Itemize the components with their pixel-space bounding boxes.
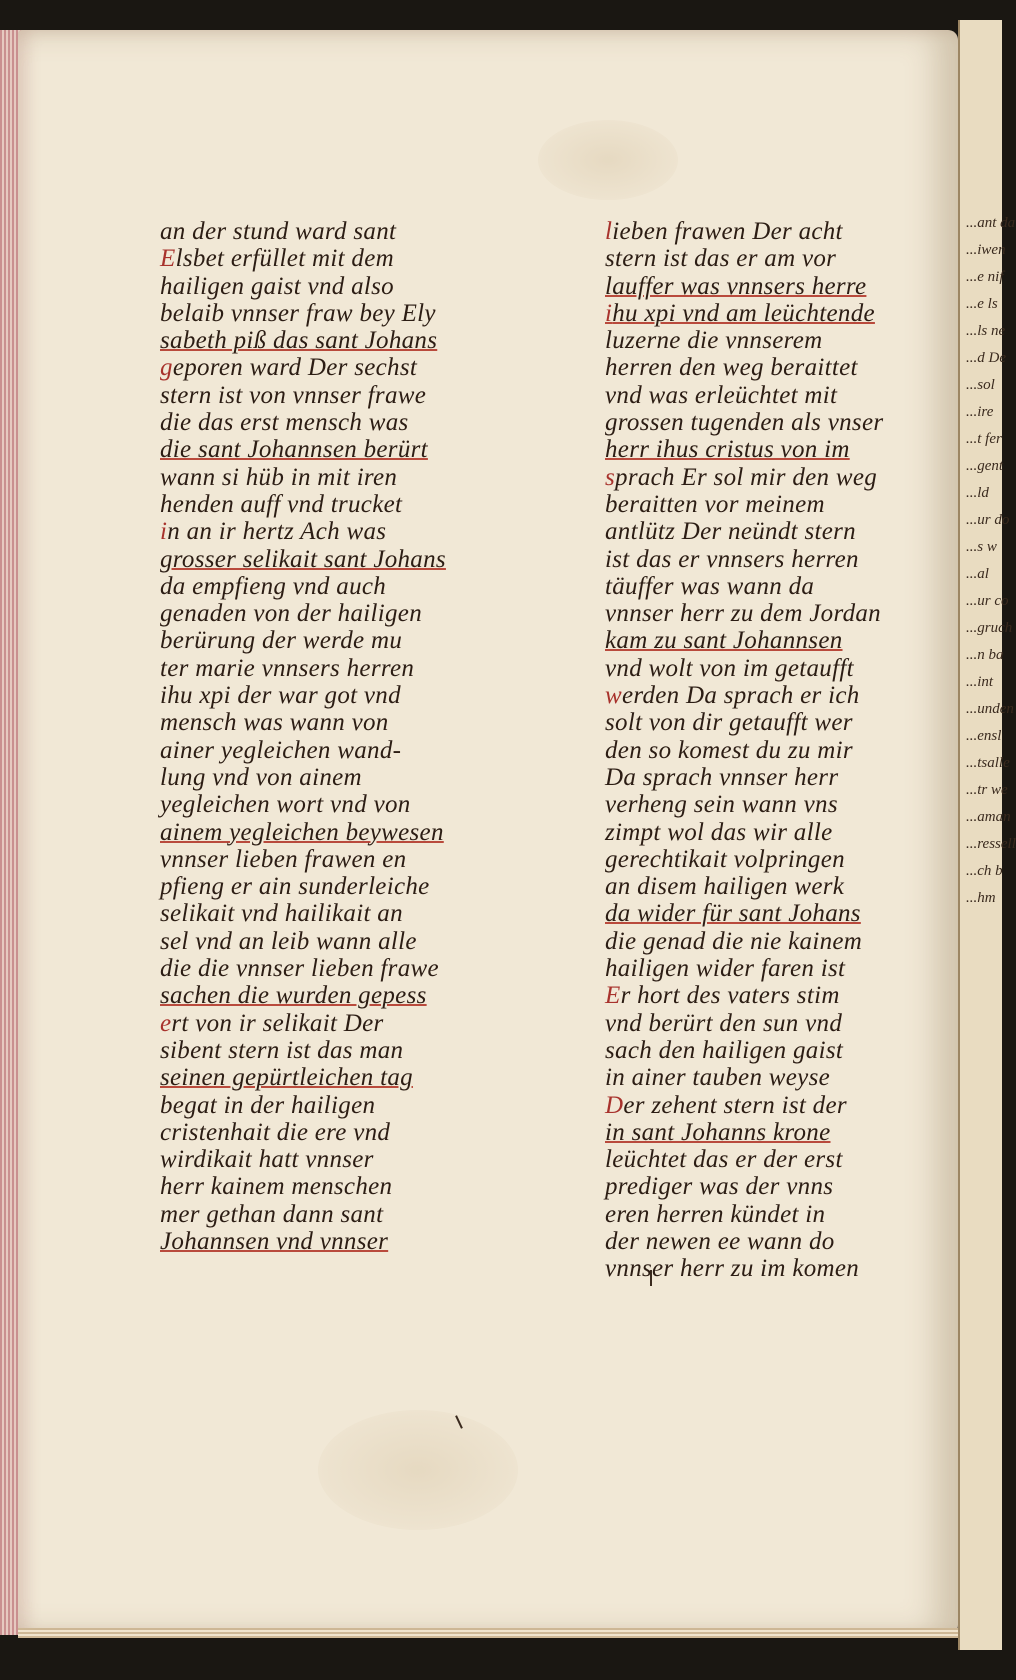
text-line: genaden von der hailigen <box>160 600 422 628</box>
text-line: zimpt wol das wir alle <box>605 818 833 846</box>
text-line: wann si hüb in mit iren <box>160 463 398 491</box>
margin-fragment: ...ls ne <box>966 323 1006 339</box>
text-line: sibent stern ist das man <box>160 1036 404 1064</box>
text-line: ihu xpi der war got vnd <box>160 682 401 710</box>
text-column-right <box>605 218 950 1283</box>
margin-fragment: ...ant da <box>966 215 1016 231</box>
text-line: sprach Er sol mir den weg <box>605 463 878 491</box>
margin-fragment: ...e ls <box>966 296 998 312</box>
text-line: berürung der werde mu <box>160 627 403 655</box>
margin-fragment: ...gent <box>966 458 1004 474</box>
text-line: ainer yegleichen wand- <box>160 736 402 764</box>
text-line: ert von ir selikait Der <box>160 1009 384 1037</box>
text-line: luzerne die vnnserem <box>605 327 823 355</box>
rubricated-initial: w <box>605 682 622 710</box>
text-line: an disem hailigen werk <box>605 873 845 901</box>
text-line: prediger was der vnns <box>605 1173 834 1201</box>
text-line: stern ist von vnnser frawe <box>160 381 427 409</box>
text-line: begat in der hailigen <box>160 1091 376 1119</box>
margin-fragment: ...aman <box>966 809 1011 825</box>
text-line: die die vnnser lieben frawe <box>160 955 439 983</box>
text-line: die genad die nie kainem <box>605 927 863 955</box>
margin-fragment: ...ressell <box>966 836 1016 852</box>
text-line: herr kainem menschen <box>160 1173 393 1201</box>
text-line: werden Da sprach er ich <box>605 682 860 710</box>
text-line: grosser selikait sant Johans <box>160 545 446 573</box>
margin-fragment: ...ur do <box>966 512 1010 528</box>
text-line: herren den weg beraittet <box>605 354 858 382</box>
rubricated-initial: s <box>605 463 616 491</box>
rubricated-initial: E <box>160 245 176 273</box>
text-line: der newen ee wann do <box>605 1227 835 1255</box>
adjacent-leaf-edge <box>958 20 1016 1650</box>
text-line: lieben frawen Der acht <box>605 218 843 245</box>
text-line: yegleichen wort vnd von <box>160 791 411 819</box>
margin-fragment: ...d De <box>966 350 1006 366</box>
text-line: den so komest du zu mir <box>605 736 853 764</box>
text-line: da empfieng vnd auch <box>160 572 387 600</box>
text-line: vnnser herr zu im komen <box>605 1255 860 1283</box>
margin-fragment: ...n ba <box>966 647 1004 663</box>
rubricated-initial: g <box>160 354 173 382</box>
rubricated-initial: l <box>605 218 613 245</box>
rubricated-initial: i <box>605 299 613 327</box>
text-line: vnnser herr zu dem Jordan <box>605 600 881 628</box>
text-line: cristenhait die ere vnd <box>160 1118 391 1146</box>
text-line: henden auff vnd trucket <box>160 490 403 518</box>
text-line: in sant Johanns krone <box>605 1118 831 1146</box>
text-line: geporen ward Der sechst <box>160 354 418 382</box>
text-line: in ainer tauben weyse <box>605 1064 831 1092</box>
text-line: lung vnd von ainem <box>160 763 362 791</box>
margin-fragment: ...hm <box>966 890 996 906</box>
text-line: beraitten vor meinem <box>605 490 825 518</box>
text-line: täuffer was wann da <box>605 572 815 600</box>
paper-stain <box>318 1410 518 1530</box>
text-line: kam zu sant Johannsen <box>605 627 843 655</box>
margin-fragment: ...ur co <box>966 593 1009 609</box>
text-line: sabeth piß das sant Johans <box>160 327 438 355</box>
text-line: grossen tugenden als vnser <box>605 409 884 437</box>
text-line: verheng sein wann vns <box>605 791 838 819</box>
text-line: sach den hailigen gaist <box>605 1036 844 1064</box>
text-line: hailigen gaist vnd also <box>160 272 394 300</box>
text-line: mensch was wann von <box>160 709 389 737</box>
text-column-left <box>160 218 555 1255</box>
text-line: die sant Johannsen berürt <box>160 436 428 464</box>
margin-fragment: ...unden <box>966 701 1014 717</box>
margin-fragment: ...s w <box>966 539 997 555</box>
text-line: vnd berürt den sun vnd <box>605 1009 843 1037</box>
text-line: lauffer was vnnsers herre <box>605 272 867 300</box>
text-line: Der zehent stern ist der <box>605 1091 847 1119</box>
text-line: ihu xpi vnd am leüchtende <box>605 299 875 327</box>
margin-fragment: ...ch b <box>966 863 1003 879</box>
adjacent-leaf-text <box>960 20 1016 912</box>
text-line: pfieng er ain sunderleiche <box>160 873 430 901</box>
text-line: wirdikait hatt vnnser <box>160 1146 374 1174</box>
margin-fragment: ...tr we <box>966 782 1008 798</box>
text-line: eren herren kündet in <box>605 1200 826 1228</box>
margin-fragment: ...sol <box>966 377 995 393</box>
margin-fragment: ...e nif <box>966 269 1004 285</box>
text-line: stern ist das er am vor <box>605 245 837 273</box>
margin-fragment: ...t fer <box>966 431 1002 447</box>
margin-fragment: ...al <box>966 566 989 582</box>
text-line: ter marie vnnsers herren <box>160 654 415 682</box>
paper-stain <box>538 120 678 200</box>
text-line: in an ir hertz Ach was <box>160 518 387 546</box>
text-line: selikait vnd hailikait an <box>160 900 403 928</box>
margin-fragment: ...gruch <box>966 620 1013 636</box>
text-line: vnnser lieben frawen en <box>160 845 407 873</box>
rubricated-initial: D <box>605 1091 624 1119</box>
margin-fragment: ...ensl <box>966 728 1002 744</box>
text-line: gerechtikait volpringen <box>605 845 845 873</box>
text-line: die das erst mensch was <box>160 409 409 437</box>
text-line: da wider für sant Johans <box>605 900 861 928</box>
rubricated-initial: e <box>160 1009 172 1037</box>
text-line: mer gethan dann sant <box>160 1200 384 1228</box>
text-line: hailigen wider faren ist <box>605 955 846 983</box>
margin-fragment: ...iwen <box>966 242 1006 258</box>
page-bottom-edge <box>18 1628 958 1638</box>
text-line: leüchtet das er der erst <box>605 1146 843 1174</box>
text-line: seinen gepürtleichen tag <box>160 1064 413 1092</box>
margin-fragment: ...ld <box>966 485 989 501</box>
margin-fragment: ...ire <box>966 404 994 420</box>
rubricated-initial: E <box>605 982 621 1010</box>
text-line: herr ihus cristus von im <box>605 436 850 464</box>
text-line: belaib vnnser fraw bey Ely <box>160 299 436 327</box>
text-line: Da sprach vnnser herr <box>605 763 839 791</box>
text-line: antlütz Der neündt stern <box>605 518 856 546</box>
margin-fragment: ...int <box>966 674 994 690</box>
text-line: sel vnd an leib wann alle <box>160 927 417 955</box>
text-line: Er hort des vaters stim <box>605 982 840 1010</box>
text-line: sachen die wurden gepess <box>160 982 427 1010</box>
margin-fragment: ...tsalle <box>966 755 1010 771</box>
text-line: solt von dir getaufft wer <box>605 709 853 737</box>
rubricated-initial: i <box>160 518 168 546</box>
text-line: ist das er vnnsers herren <box>605 545 859 573</box>
text-line: vnd wolt von im getaufft <box>605 654 854 682</box>
text-line: Elsbet erfüllet mit dem <box>160 245 394 273</box>
text-line: ainem yegleichen beywesen <box>160 818 444 846</box>
text-line: Johannsen vnd vnnser <box>160 1227 389 1255</box>
text-line: an der stund ward sant <box>160 218 397 245</box>
text-line: vnd was erleüchtet mit <box>605 381 838 409</box>
